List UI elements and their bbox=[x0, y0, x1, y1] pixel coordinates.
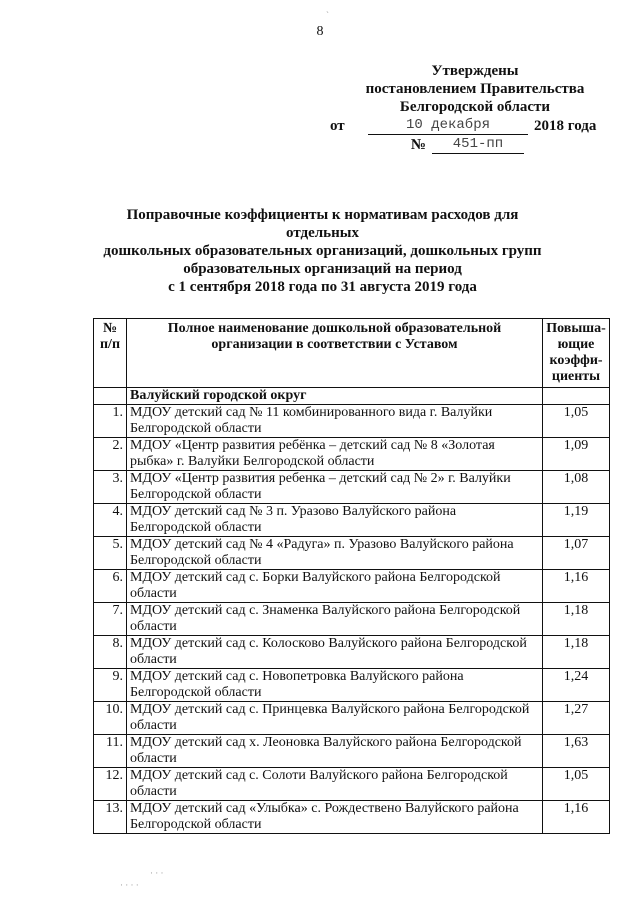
row-name: МДОУ детский сад с. Знаменка Валуйского района Белгородской области bbox=[127, 603, 543, 636]
document-title bbox=[90, 206, 555, 296]
scan-speck: · · · bbox=[150, 868, 164, 878]
row-coef: 1,19 bbox=[543, 504, 610, 537]
row-coef: 1,05 bbox=[543, 405, 610, 438]
header-num: № п/п bbox=[94, 319, 127, 388]
header-coef: Повыша-ющие коэффи-циенты bbox=[543, 319, 610, 388]
row-coef: 1,08 bbox=[543, 471, 610, 504]
date-value: 10 декабря bbox=[368, 116, 528, 135]
row-num: 8. bbox=[94, 636, 127, 669]
number-value: 451-пп bbox=[432, 135, 524, 154]
page-number: 8 bbox=[316, 24, 324, 39]
row-num: 13. bbox=[94, 801, 127, 834]
row-coef: 1,63 bbox=[543, 735, 610, 768]
approval-number-line bbox=[330, 135, 620, 154]
row-coef: 1,18 bbox=[543, 636, 610, 669]
approval-line-1: Утверждены bbox=[431, 63, 519, 79]
row-coef: 1,18 bbox=[543, 603, 610, 636]
table-row bbox=[94, 405, 610, 438]
scan-speck: ˋ bbox=[326, 10, 329, 20]
scan-speck: · · · · bbox=[120, 880, 139, 890]
table-row bbox=[94, 768, 610, 801]
coefficients-table bbox=[93, 318, 610, 834]
title-line-2: дошкольных образовательных организаций, дошкольных групп bbox=[103, 243, 542, 259]
row-coef: 1,09 bbox=[543, 438, 610, 471]
row-coef: 1,16 bbox=[543, 801, 610, 834]
table-row bbox=[94, 702, 610, 735]
number-prefix: № bbox=[410, 137, 426, 153]
table-row bbox=[94, 636, 610, 669]
table-row bbox=[94, 537, 610, 570]
title-line-4: с 1 сентября 2018 года по 31 августа 2019 года bbox=[168, 279, 477, 295]
row-name: МДОУ детский сад с. Новопетровка Валуйского района Белгородской области bbox=[127, 669, 543, 702]
row-name: МДОУ детский сад № 11 комбинированного вида г. Валуйки Белгородской области bbox=[127, 405, 543, 438]
row-name: МДОУ детский сад «Улыбка» с. Рождествено Валуйского района Белгородской области bbox=[127, 801, 543, 834]
row-coef: 1,27 bbox=[543, 702, 610, 735]
table-row bbox=[94, 504, 610, 537]
row-name: МДОУ детский сад № 4 «Радуга» п. Уразово Валуйского района Белгородской области bbox=[127, 537, 543, 570]
row-num: 11. bbox=[94, 735, 127, 768]
table-row bbox=[94, 603, 610, 636]
row-name: МДОУ детский сад № 3 п. Уразово Валуйского района Белгородской области bbox=[127, 504, 543, 537]
row-name: МДОУ детский сад с. Борки Валуйского района Белгородской области bbox=[127, 570, 543, 603]
table-row bbox=[94, 735, 610, 768]
row-num: 3. bbox=[94, 471, 127, 504]
group-row bbox=[94, 388, 610, 405]
row-num: 10. bbox=[94, 702, 127, 735]
row-name: МДОУ детский сад с. Солоти Валуйского района Белгородской области bbox=[127, 768, 543, 801]
row-num: 9. bbox=[94, 669, 127, 702]
date-suffix: 2018 года bbox=[534, 118, 597, 134]
row-num: 2. bbox=[94, 438, 127, 471]
table-row bbox=[94, 570, 610, 603]
table-row bbox=[94, 471, 610, 504]
table-row bbox=[94, 801, 610, 834]
row-coef: 1,05 bbox=[543, 768, 610, 801]
row-name: МДОУ детский сад с. Принцевка Валуйского района Белгородской области bbox=[127, 702, 543, 735]
row-name: МДОУ детский сад х. Леоновка Валуйского района Белгородской области bbox=[127, 735, 543, 768]
date-prefix: от bbox=[330, 118, 345, 134]
group-num-cell bbox=[94, 388, 127, 405]
row-coef: 1,07 bbox=[543, 537, 610, 570]
row-num: 7. bbox=[94, 603, 127, 636]
title-line-3: образовательных организаций на период bbox=[183, 261, 462, 277]
row-name: МДОУ «Центр развития ребёнка – детский сад № 8 «Золотая рыбка» г. Валуйки Белгородской области bbox=[127, 438, 543, 471]
group-name: Валуйский городской округ bbox=[127, 388, 543, 405]
header-name: Полное наименование дошкольной образовательной организации в соответствии с Уставом bbox=[127, 319, 543, 388]
title-line-1: Поправочные коэффициенты к нормативам расходов для отдельных bbox=[126, 207, 519, 241]
approval-block bbox=[330, 62, 620, 154]
row-num: 5. bbox=[94, 537, 127, 570]
approval-line-3: Белгородской области bbox=[399, 99, 551, 115]
group-coef-cell bbox=[543, 388, 610, 405]
table-header-row bbox=[94, 319, 610, 388]
table-row bbox=[94, 669, 610, 702]
row-coef: 1,24 bbox=[543, 669, 610, 702]
row-coef: 1,16 bbox=[543, 570, 610, 603]
table-row bbox=[94, 438, 610, 471]
row-num: 4. bbox=[94, 504, 127, 537]
row-name: МДОУ «Центр развития ребенка – детский сад № 2» г. Валуйки Белгородской области bbox=[127, 471, 543, 504]
row-name: МДОУ детский сад с. Колосково Валуйского района Белгородской области bbox=[127, 636, 543, 669]
row-num: 1. bbox=[94, 405, 127, 438]
row-num: 6. bbox=[94, 570, 127, 603]
approval-line-2: постановлением Правительства bbox=[365, 81, 585, 97]
approval-date-line bbox=[330, 116, 620, 135]
row-num: 12. bbox=[94, 768, 127, 801]
